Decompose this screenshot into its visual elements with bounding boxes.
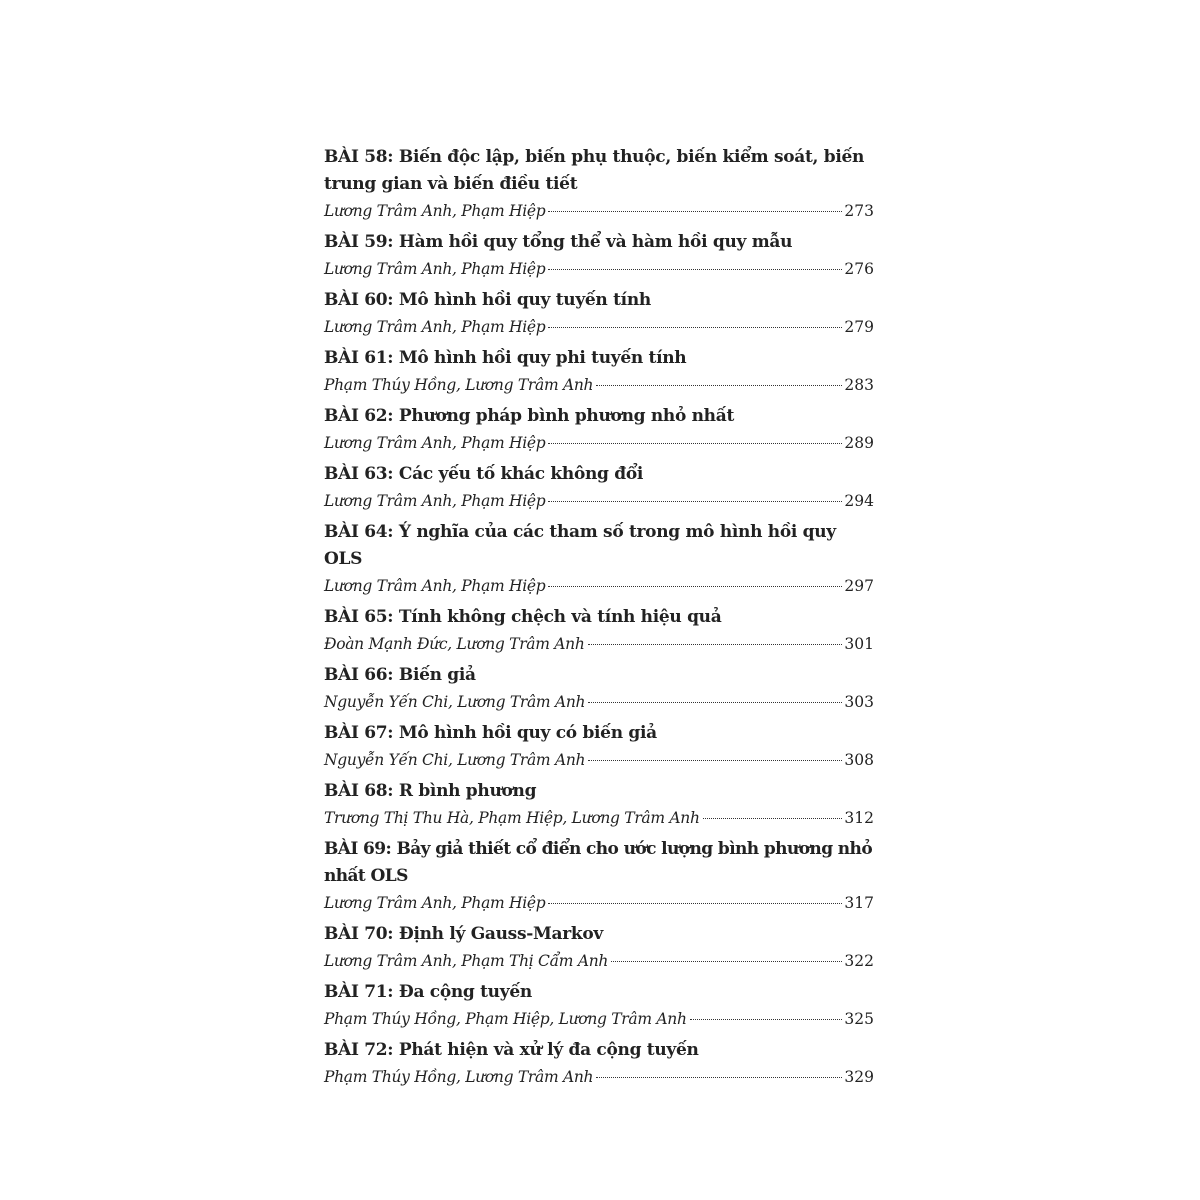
- page-number: 276: [844, 260, 874, 278]
- dot-leader: [596, 1077, 842, 1078]
- page-number: 283: [844, 376, 874, 394]
- byline: [324, 747, 874, 778]
- byline: [324, 890, 874, 921]
- page-number: 294: [844, 492, 874, 510]
- dot-leader: [611, 961, 842, 962]
- dot-leader: [690, 1019, 843, 1020]
- byline: [324, 430, 874, 461]
- toc-entry: [324, 1037, 874, 1095]
- lesson-title: BÀI 61: Mô hình hồi quy phi tuyến tính: [324, 348, 687, 368]
- lesson-title: BÀI 67: Mô hình hồi quy có biến giả: [324, 723, 657, 743]
- page-number: 329: [844, 1068, 874, 1086]
- toc-entry: [324, 144, 874, 229]
- lesson-title: BÀI 65: Tính không chệch và tính hiệu quả: [324, 607, 722, 627]
- toc-entry: [324, 604, 874, 662]
- page-number: 273: [844, 202, 874, 220]
- lesson-title: BÀI 70: Định lý Gauss-Markov: [324, 924, 603, 944]
- dot-leader: [548, 327, 842, 328]
- toc-entry: [324, 662, 874, 720]
- lesson-authors: Lương Trâm Anh, Phạm Hiệp: [324, 894, 546, 912]
- dot-leader: [588, 702, 842, 703]
- toc-entry: [324, 229, 874, 287]
- table-of-contents: [324, 144, 874, 1095]
- lesson-authors: Lương Trâm Anh, Phạm Hiệp: [324, 260, 546, 278]
- toc-entry: [324, 287, 874, 345]
- lesson-authors: Nguyễn Yến Chi, Lương Trâm Anh: [324, 693, 586, 711]
- page-number: 325: [844, 1010, 874, 1028]
- dot-leader: [588, 644, 843, 645]
- lesson-authors: Trương Thị Thu Hà, Phạm Hiệp, Lương Trâm Anh: [324, 809, 700, 827]
- toc-entry: [324, 461, 874, 519]
- lesson-title: BÀI 60: Mô hình hồi quy tuyến tính: [324, 290, 651, 310]
- lesson-title: BÀI 69: Bảy giả thiết cổ điển cho ước lượng bình phương nhỏ nhất OLS: [324, 839, 873, 886]
- lesson-authors: Phạm Thúy Hồng, Phạm Hiệp, Lương Trâm Anh: [324, 1010, 687, 1028]
- toc-entry: [324, 836, 874, 921]
- lesson-title: BÀI 59: Hàm hồi quy tổng thể và hàm hồi quy mẫu: [324, 232, 793, 252]
- byline: [324, 256, 874, 287]
- toc-entry: [324, 403, 874, 461]
- page-number: 297: [844, 577, 874, 595]
- lesson-authors: Lương Trâm Anh, Phạm Hiệp: [324, 492, 546, 510]
- byline: [324, 948, 874, 979]
- dot-leader: [703, 818, 843, 819]
- lesson-title: BÀI 62: Phương pháp bình phương nhỏ nhất: [324, 406, 735, 426]
- byline: [324, 372, 874, 403]
- page-number: 289: [844, 434, 874, 452]
- page-number: 303: [844, 693, 874, 711]
- lesson-title: BÀI 58: Biến độc lập, biến phụ thuộc, biến kiểm soát, biến trung gian và biến điều tiết: [324, 147, 865, 194]
- lesson-title: BÀI 63: Các yếu tố khác không đổi: [324, 464, 644, 484]
- lesson-authors: Lương Trâm Anh, Phạm Hiệp: [324, 577, 546, 595]
- lesson-authors: Lương Trâm Anh, Phạm Hiệp: [324, 434, 546, 452]
- toc-entry: [324, 720, 874, 778]
- lesson-authors: Phạm Thúy Hồng, Lương Trâm Anh: [324, 376, 594, 394]
- dot-leader: [548, 586, 842, 587]
- lesson-authors: Nguyễn Yến Chi, Lương Trâm Anh: [324, 751, 586, 769]
- byline: [324, 573, 874, 604]
- byline: [324, 689, 874, 720]
- toc-entry: [324, 921, 874, 979]
- lesson-title: BÀI 68: R bình phương: [324, 781, 537, 801]
- dot-leader: [588, 760, 842, 761]
- byline: [324, 631, 874, 662]
- byline: [324, 1064, 874, 1095]
- dot-leader: [548, 501, 842, 502]
- dot-leader: [596, 385, 842, 386]
- lesson-title: BÀI 66: Biến giả: [324, 665, 476, 685]
- page-number: 312: [844, 809, 874, 827]
- dot-leader: [548, 211, 842, 212]
- lesson-title: BÀI 64: Ý nghĩa của các tham số trong mô hình hồi quy OLS: [324, 522, 836, 569]
- dot-leader: [548, 269, 842, 270]
- dot-leader: [548, 903, 842, 904]
- lesson-title: BÀI 72: Phát hiện và xử lý đa cộng tuyến: [324, 1040, 699, 1060]
- page-number: 301: [844, 635, 874, 653]
- byline: [324, 488, 874, 519]
- page-number: 322: [844, 952, 874, 970]
- toc-entry: [324, 345, 874, 403]
- lesson-authors: Đoàn Mạnh Đức, Lương Trâm Anh: [324, 635, 585, 653]
- page-number: 279: [844, 318, 874, 336]
- lesson-authors: Phạm Thúy Hồng, Lương Trâm Anh: [324, 1068, 594, 1086]
- dot-leader: [548, 443, 842, 444]
- byline: [324, 314, 874, 345]
- byline: [324, 1006, 874, 1037]
- lesson-authors: Lương Trâm Anh, Phạm Hiệp: [324, 202, 546, 220]
- lesson-authors: Lương Trâm Anh, Phạm Hiệp: [324, 318, 546, 336]
- page-number: 308: [844, 751, 874, 769]
- byline: [324, 805, 874, 836]
- toc-entry: [324, 778, 874, 836]
- lesson-authors: Lương Trâm Anh, Phạm Thị Cẩm Anh: [324, 952, 609, 970]
- lesson-title: BÀI 71: Đa cộng tuyến: [324, 982, 532, 1002]
- page-number: 317: [844, 894, 874, 912]
- toc-entry: [324, 519, 874, 604]
- toc-entry: [324, 979, 874, 1037]
- byline: [324, 198, 874, 229]
